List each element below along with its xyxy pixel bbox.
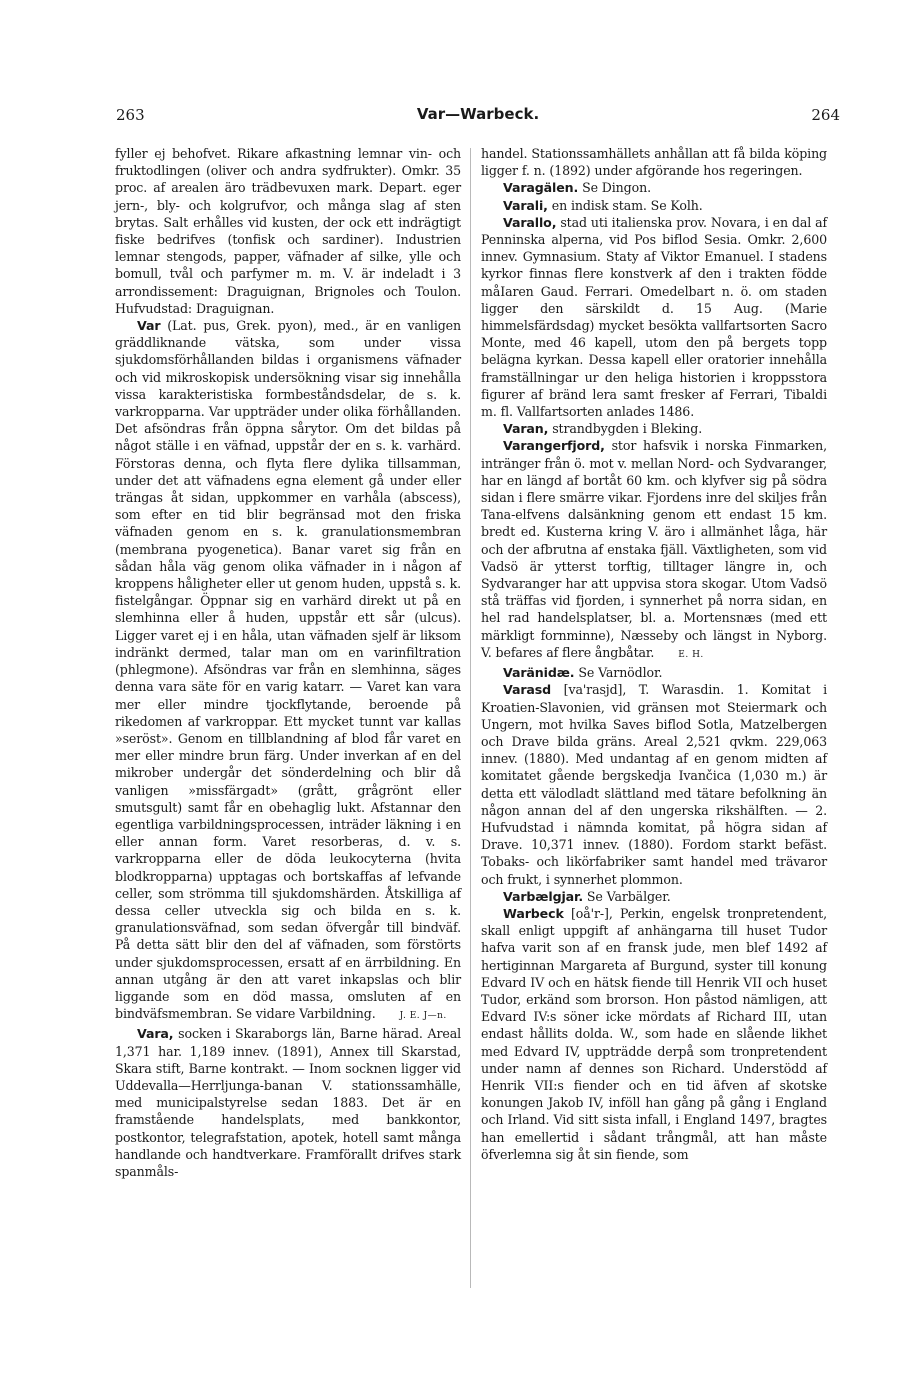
entry-text: socken i Skaraborgs län, Barne härad. Areal 1,371 har. 1,189 innev. (1891), Annex till Skarstad, Skara stift, Barne kontrakt. — Inom socknen ligger vid Uddevalla—Herrljunga-banan V. stationssamhälle, med municipalstyrelse sedan 1883. Det är en framstående handelsplats, med bankkontor, postkontor, telegrafstation, apotek, hotell samt många handlande och handtverkare. Framförallt drifves stark spanmåls-: [115, 1026, 461, 1179]
dictionary-entry: [481, 197, 827, 214]
right-column: [481, 145, 827, 1163]
dictionary-entry: [115, 1025, 461, 1180]
dictionary-entry: [481, 214, 827, 420]
entry-headword: Varangerfjord,: [503, 438, 605, 454]
entry-headword: Vara,: [137, 1026, 174, 1042]
entry-text: (Lat. pus, Grek. pyon), med., är en vanligen gräddliknande vätska, som under vissa sjukdomsförhållanden bildas i organismens väfnader och vid mikroskopisk undersökning visar sig innehålla vissa karakteristiska formbeståndsdelar, de s. k. varkropparna. Var uppträder under olika förhållanden. Det afsöndras från öppna sårytor. Om det bildas på något ställe i en väfnad, uppstår der en s. k. varhärd. Förstoras denna, och flyta flere dylika tillsamman, under det att väfnadens egna element gå under eller trängas åt sidan, uppkommer en varhåla (abscess), som efter en tid blir begränsad mot den friska väfnaden genom en s. k. granulationsmembran (membrana pyogenetica). Banar varet sig från en sådan håla väg genom olika väfnader in i någon af kroppens håligheter eller ut genom huden, uppstå s. k. fistelgångar. Öppnar sig en varhärd direkt ut på en slemhinna eller å huden, uppstår ett sår (ulcus). Ligger varet ej i en håla, utan väfnaden sjelf är liksom indränkt dermed, talar man om en varinfiltration (phlegmone). Afsöndras var från en slemhinna, säges denna vara säte för en varig katarr. — Varet kan vara mer eller mindre tjockflytande, beroende på rikedomen af varkroppar. Ett mycket tunnt var kallas »seröst». Genom en tillblandning af blod får varet en mer eller mindre brun färg. Under inverkan af en del mikrober undergår det sönderdelning och blir då vanligen »missfärgadt» (grått, grågrönt eller smutsgult) samt får en obehaglig lukt. Afstannar den egentliga varbildningsprocessen, inträder läkning i en eller annan form. Varet resorberas, d. v. s. varkropparna eller de döda leukocyterna (hvita blodkropparna) upptagas och bortskaffas af lefvande celler, som strömma till sjukdomshärden. Åtskilliga af dessa celler utveckla sig och bilda en s. k. granulationsväfnad, som sedan öfvergår till bindväf. På detta sätt blir den del af väfnaden, som förstörts under sjukdomsprocessen, ersatt af en ärrbildning. En annan utgång är den att varet inkapslas och blir liggande som en död massa, omsluten af en bindväfsmembran. Se vidare Varbildning.: [115, 318, 461, 1022]
entry-headword: Varbælgjar.: [503, 888, 584, 904]
entry-text: stor hafsvik i norska Finmarken, intränger från ö. mot v. mellan Nord- och Sydvaranger, har en längd af bortåt 60 km. och klyfver sig på södra sidan i flere smärre vikar. Fjordens inre del skiljes från Tana-elfvens dalsänkning genom ett endast 15 km. bredt ed. Kusterna kring V. äro i allmänhet låga, här och der afbrutna af enstaka fjäll. Växtligheten, som vid Vadsö är ytterst torftig, tilltager längre in, och Sydvaranger har att uppvisa stora skogar. Utom Vadsö stå träffas vid fjorden, i synnerhet på norra sidan, en hel rad handelsplatser, bl. a. Mortensnæs (med ett märkligt fornminne), Næsseby och längst in Nyborg. V. befares af flere ångbåtar.: [481, 438, 827, 660]
author-signature: E. H.: [678, 649, 704, 660]
page-number-left: 263: [116, 106, 145, 124]
entry-text: strandbygden i Bleking.: [552, 421, 703, 437]
left-column: [115, 145, 461, 1180]
continued-text: [481, 145, 827, 179]
running-head: Var—Warbeck.: [416, 105, 540, 123]
column-divider: [470, 148, 471, 1288]
dictionary-entry: [481, 420, 827, 437]
dictionary-entry: [481, 664, 827, 681]
entry-text: stad uti italienska prov. Novara, i en dal af Penninska alperna, vid Pos biflod Sesia. Omkr. 2,600 innev. Gymnasium. Staty af Viktor Emanuel. I stadens kyrkor finnas flere konstverk af den i trakten födde måIaren Gaud. Ferrari. Omedelbart n. ö. om staden ligger den särskildt d. 15 Aug. (Marie himmelsfärdsdag) mycket besökta vallfartsorten Sacro Monte, med 46 kapell, utom den på bergets topp belägna kyrkan. Dessa kapell eller oratorier innehålla framställningar ur den heliga historien i kroppsstora figurer af bränd lera samt fresker af Ferrari, Tibaldi m. fl. Vallfartsorten anlades 1486.: [481, 214, 827, 420]
dictionary-entry: [481, 681, 827, 887]
entry-headword: Varänidæ.: [503, 665, 575, 681]
page-header: [116, 106, 840, 132]
entry-headword: Varan,: [503, 421, 549, 437]
entry-headword: Var: [137, 318, 161, 334]
entry-text: en indisk stam. Se Kolh.: [551, 197, 703, 213]
entry-text: [oå'r-], Perkin, engelsk tronpretendent, skall enligt uppgift af anhängarna till huset Tudor hafva varit son af en fransk jude, men blef 1492 af hertiginnan Margareta af Burgund, syster till konung Edvard IV och en hätsk fiende till Henrik VII och huset Tudor, erkänd som brorson. Hon påstod nämligen, att Edvard IV:s söner icke mördats af Richard III, utan endast hållits dolda. W., som hade en slående likhet med Edvard IV, uppträdde derpå som tronpretendent under namn af dennes son Richard. Understödd af Henrik VII:s fiender och en tid äfven af skotske konungen Jakob IV, inföll han gång på gång i England och Irland. Vid sitt sista infall, i England 1497, bragtes han emellertid i sådant trångmål, att han måste öfverlemna sig åt sin fiende, som: [481, 905, 827, 1162]
entry-headword: Varagälen.: [503, 180, 579, 196]
entry-text: Se Dingon.: [582, 180, 651, 196]
entry-text: [va'rasjd], T. Warasdin. 1. Komitat i Kroatien-Slavonien, vid gränsen mot Steiermark och Ungern, mot hvilka Saves biflod Sotla, Matzelbergen och Drave bilda gräns. Areal 2,521 qvkm. 229,063 innev. (1880). Med undantag af en genom midten af komitatet gående bergskedja Ivančica (1,030 m.) är detta ett välodladt slättland med tätare befolkning än någon annan del af den ungerska rikshälften. — 2. Hufvudstad i nämnda komitat, på högra sidan af Drave. 10,371 innev. (1880). Fordom starkt befäst. Tobaks- och likörfabriker samt handel med trävaror och frukt, i synnerhet plommon.: [481, 682, 827, 887]
dictionary-entry: [481, 888, 827, 905]
author-signature: J. E. J—n.: [399, 1011, 447, 1022]
entry-text: Se Varnödlor.: [578, 665, 663, 681]
entry-headword: Varallo,: [503, 214, 557, 230]
entry-text: Se Varbälger.: [586, 888, 671, 904]
entry-text: handel. Stationssamhällets anhållan att få bilda köping ligger f. n. (1892) under afgörande hos regeringen.: [481, 146, 827, 179]
dictionary-entry: [481, 179, 827, 196]
entry-headword: Varasd: [503, 682, 552, 698]
entry-text: fyller ej behofvet. Rikare afkastning lemnar vin- och fruktodlingen (oliver och andra sydfrukter). Omkr. 35 proc. af arealen äro trädbevuxen mark. Depart. eger jern-, bly- och kolgrufvor, och många slag af sten brytas. Salt erhålles vid kusten, der ock ett indrägtigt fiske bedrifves (tonfisk och sardiner). Industrien lemnar stengods, papper, väfnader af silke, ylle och bomull, tvål och parfymer m. m. V. är indeladt i 3 arrondissement: Draguignan, Brignoles och Toulon. Hufvudstad: Draguignan.: [115, 146, 461, 316]
dictionary-entry: [115, 317, 461, 1025]
page-number-right: 264: [811, 106, 840, 124]
continued-text: [115, 145, 461, 317]
dictionary-entry: [481, 905, 827, 1163]
entry-headword: Warbeck: [503, 905, 564, 921]
entry-headword: Varali,: [503, 197, 548, 213]
dictionary-entry: [481, 437, 827, 664]
